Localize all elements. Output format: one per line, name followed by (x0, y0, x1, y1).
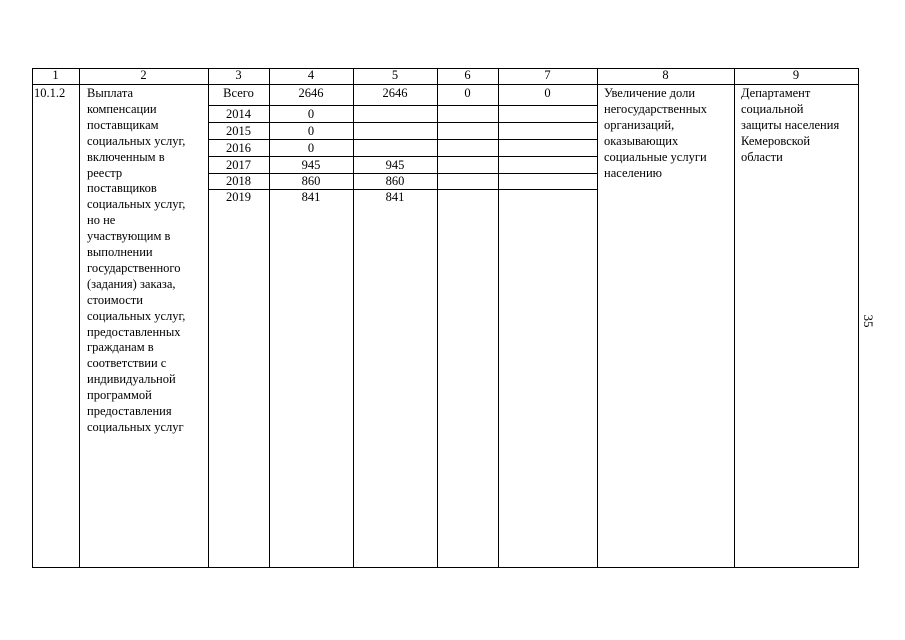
description-line: социальных услуг, (87, 133, 186, 148)
value-cell: 945 (301, 157, 321, 172)
description-line: (задания) заказа, (87, 276, 176, 291)
value-cell: 2646 (382, 86, 408, 100)
column-header: 5 (391, 68, 399, 82)
value-cell: 0 (544, 86, 551, 100)
description-line: соответствии с (87, 356, 167, 371)
description-line: включенным в (87, 149, 165, 164)
column-header: 6 (464, 68, 471, 82)
page-number: 35 (861, 314, 876, 328)
period-label: 2014 (226, 106, 251, 121)
column-header: 1 (52, 68, 59, 82)
responsible-line: защиты населения (741, 117, 840, 132)
description-line: социальных услуг (87, 419, 184, 434)
result-line: Увеличение доли (604, 86, 696, 100)
period-label: Всего (223, 86, 254, 100)
result-line: организаций, (604, 117, 675, 132)
period-label: 2018 (226, 174, 251, 188)
value-cell: 0 (464, 86, 471, 100)
responsible-line: Кемеровской (741, 133, 811, 148)
responsible-line: Департамент (741, 86, 811, 100)
description-line: предоставления (87, 404, 172, 418)
description-line: государственного (87, 260, 181, 275)
period-label: 2016 (226, 140, 251, 155)
value-cell: 0 (307, 123, 315, 138)
column-border (734, 68, 735, 568)
description-line: предоставленных (87, 324, 181, 339)
result-line: населению (604, 165, 662, 180)
value-cell: 0 (307, 140, 315, 155)
value-cell: 860 (301, 174, 321, 188)
column-border (597, 68, 598, 568)
column-header: 2 (140, 68, 147, 82)
description-line: гражданам в (87, 340, 154, 355)
period-label: 2017 (226, 157, 251, 172)
description-line: социальных услуг, (87, 197, 186, 212)
column-header: 4 (307, 68, 315, 82)
result-line: социальные услуги (604, 149, 707, 164)
description-line: поставщикам (87, 117, 159, 132)
column-border (437, 68, 438, 568)
description-line: программой (87, 388, 152, 403)
value-cell: 0 (307, 106, 315, 121)
column-border (32, 68, 33, 568)
value-cell: 841 (301, 190, 321, 204)
value-cell: 841 (385, 190, 405, 204)
value-cell: 2646 (298, 86, 324, 100)
description-line: Выплата (87, 86, 134, 100)
description-line: выполнении (87, 245, 153, 259)
period-label: 2015 (226, 123, 251, 138)
column-header: 7 (544, 68, 551, 82)
description-line: компенсации (87, 101, 157, 116)
column-border (79, 68, 80, 568)
period-label: 2019 (226, 190, 251, 204)
value-cell: 945 (385, 157, 405, 172)
row-code: 10.1.2 (34, 86, 66, 100)
description-line: участвующим в (87, 229, 171, 244)
description-line: реестр (87, 165, 123, 180)
result-line: негосударственных (604, 101, 708, 116)
column-header: 8 (662, 68, 669, 82)
column-header: 3 (235, 68, 242, 82)
description-line: но не (87, 213, 116, 228)
result-line: оказывающих (604, 133, 679, 148)
description-line: индивидуальной (87, 372, 176, 387)
column-header: 9 (792, 68, 800, 82)
value-cell: 860 (385, 174, 405, 188)
description-line: поставщиков (87, 181, 157, 196)
description-line: стоимости (87, 292, 143, 307)
description-line: социальных услуг, (87, 308, 186, 323)
responsible-line: области (741, 149, 783, 164)
column-border (353, 68, 354, 568)
responsible-line: социальной (741, 101, 804, 116)
column-border (498, 68, 499, 568)
